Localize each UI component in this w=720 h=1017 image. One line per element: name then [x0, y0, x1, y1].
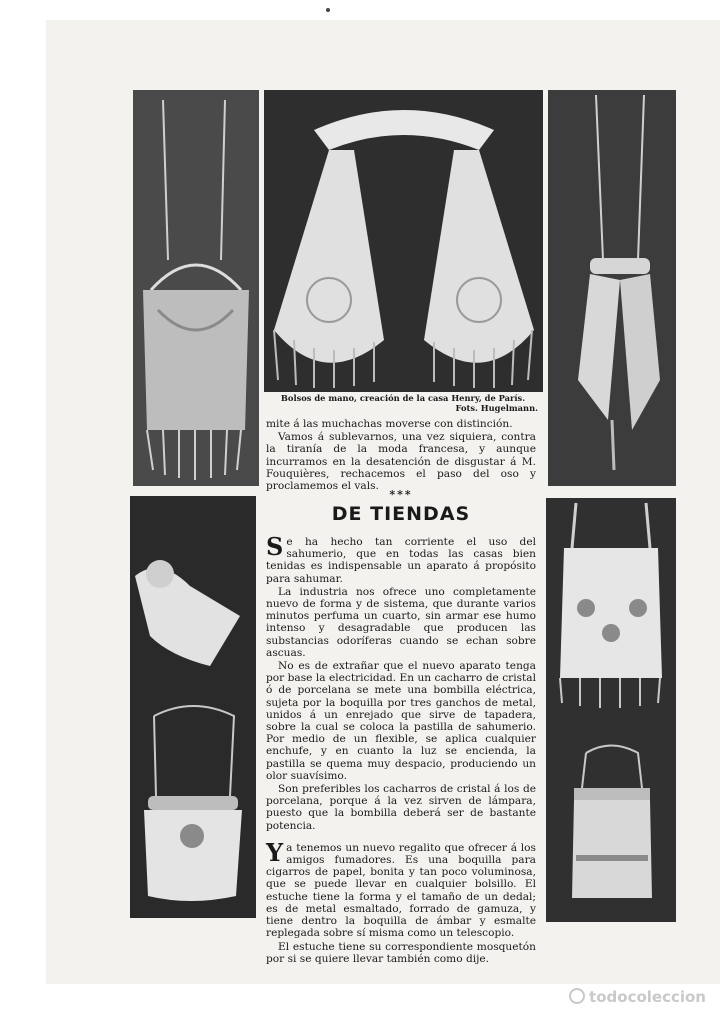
- continued-text-column: [266, 418, 536, 493]
- article-column: [266, 532, 536, 966]
- caption-text: Bolsos de mano, creación de la casa Henry, de París.: [280, 393, 526, 403]
- photo-handkerchief-bag-right-top: [548, 90, 676, 486]
- paragraph-text: a tenemos un nuevo regalito que ofrecer á los amigos fumadores. Es una boquilla para cigarros de papel, bonita y tan poco voluminosa, que se puede llevar en cualquier bolsillo. El estuche tiene la forma y el tamaño de un dedal; es de metal esmaltado, forrado de gamuza, y tiene dentro la boquilla de ámbar y esmalte replegada sobre sí misma como un telescopio.: [266, 841, 536, 940]
- section-title: DE TIENDAS: [331, 503, 471, 525]
- watermark-logo-icon: [569, 988, 585, 1004]
- paragraph: La industria nos ofrece uno completamente nuevo de forma y de sistema, que durante varios minutos perfuma un cuarto, sin armar ese humo intenso y desagradable que producen las substancias odoríferas cuando se echan sobre ascuas.: [266, 585, 536, 659]
- caption-credit: Fots. Hugelmann.: [455, 403, 538, 413]
- paragraph: No es de extrañar que el nuevo aparato tenga por base la electricidad. En un cacharro de cristal ó de porcelana se mete una bombilla eléctrica, sujeta por la boquilla por tres ganchos de metal, unidos á un enrejado que sirve de tapadera, sobre la cual se coloca la pastilla de sahumerio. Por medio de un flexible, se aplica cualquier enchufe, y en cuanto la luz se encienda, la pastilla se quema muy despacio, produciendo un olor suavísimo.: [266, 660, 536, 782]
- photo-bags-right-bottom: [546, 498, 676, 922]
- photo-bags-left-bottom: [130, 496, 256, 918]
- photo-embroidered-bag-center: [264, 90, 543, 392]
- watermark: todocoleccion: [569, 988, 706, 1006]
- drop-cap: Y: [266, 837, 284, 867]
- paragraph: [266, 837, 536, 940]
- paragraph: [266, 532, 536, 585]
- drop-cap: S: [266, 532, 284, 561]
- paragraph: mite á las muchachas moverse con distinción.: [266, 418, 513, 430]
- section-ornament: ***: [389, 488, 413, 501]
- photo-caption: [268, 393, 538, 413]
- paragraph: Son preferibles los cacharros de cristal á los de porcelana, porque á la vez sirven de lámpara, puesto que la bombilla deberá ser de bastante potencia.: [266, 783, 536, 832]
- paragraph: Vamos á sublevarnos, una vez siquiera, contra la tiranía de la moda francesa, y aunque incurramos en la desatención de disgustar á M. Fouquières, rechacemos el paso del oso y proclamemos el vals.: [266, 431, 536, 493]
- paragraph-text: e ha hecho tan corriente el uso del sahumerio, que en todas las casas bien tenidas es indispensable un aparato á propósito para sahumar.: [266, 536, 536, 585]
- photo-beaded-bag-left-top: [133, 90, 259, 486]
- scan-speck: [326, 8, 330, 12]
- paragraph: El estuche tiene su correspondiente mosquetón por si se quiere llevar también como dije.: [266, 940, 536, 965]
